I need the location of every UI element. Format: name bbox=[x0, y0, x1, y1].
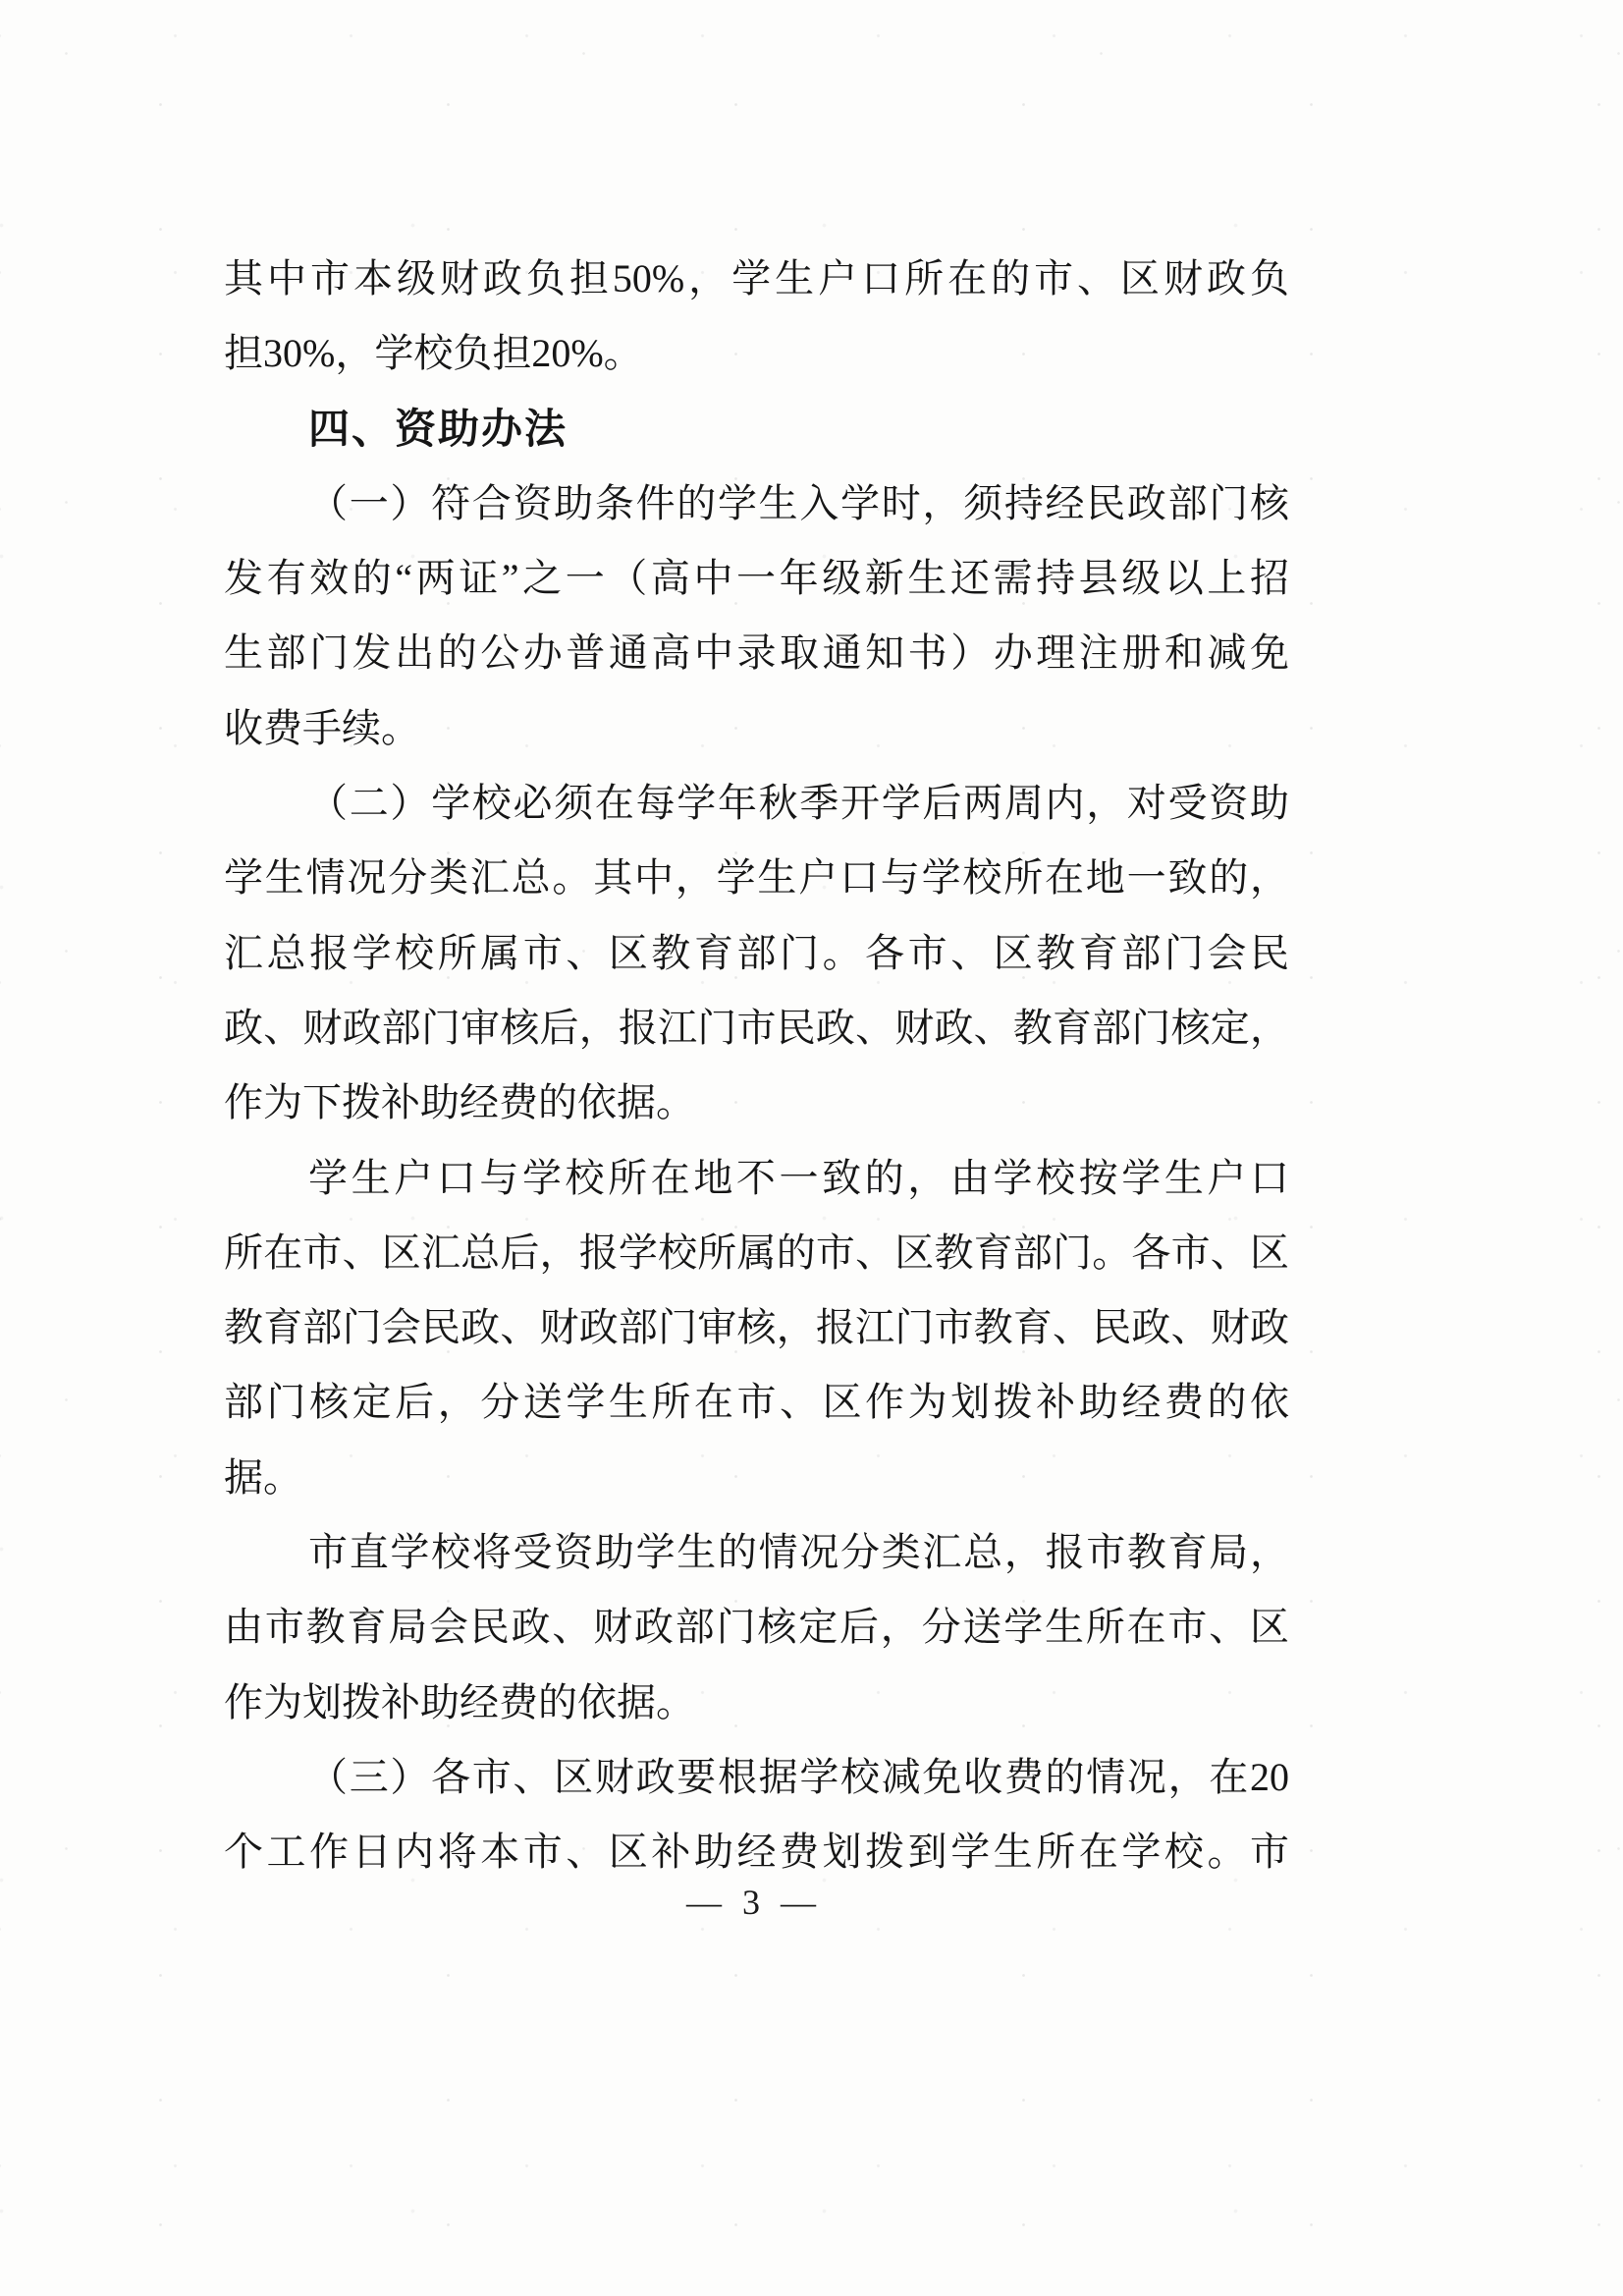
document-line: 部门核定后，分送学生所在市、区作为划拨补助经费的依 bbox=[224, 1380, 1289, 1425]
document-line: 生部门发出的公办普通高中录取通知书）办理注册和减免 bbox=[224, 630, 1289, 676]
document-line: 政、财政部门审核后，报江门市民政、财政、教育部门核定， bbox=[224, 1005, 1289, 1050]
section-heading: 四、资助办法 bbox=[308, 405, 568, 452]
document-line: （三）各市、区财政要根据学校减免收费的情况，在20 bbox=[308, 1754, 1289, 1799]
document-body bbox=[224, 242, 1289, 1890]
document-line: 市直学校将受资助学生的情况分类汇总，报市教育局， bbox=[308, 1530, 1289, 1575]
document-line: 由市教育局会民政、财政部门核定后，分送学生所在市、区 bbox=[224, 1605, 1289, 1650]
document-line: 担30%，学校负担20%。 bbox=[224, 331, 643, 376]
document-line: 学生户口与学校所在地不一致的，由学校按学生户口 bbox=[308, 1155, 1289, 1200]
document-line: 发有效的“两证”之一（高中一年级新生还需持县级以上招 bbox=[224, 556, 1289, 601]
document-line: 所在市、区汇总后，报学校所属的市、区教育部门。各市、区 bbox=[224, 1230, 1289, 1275]
document-line: （二）学校必须在每学年秋季开学后两周内，对受资助 bbox=[308, 781, 1289, 826]
document-line: 作为下拨补助经费的依据。 bbox=[224, 1080, 695, 1125]
document-line: 教育部门会民政、财政部门审核，报江门市教育、民政、财政 bbox=[224, 1305, 1289, 1350]
document-line: 汇总报学校所属市、区教育部门。各市、区教育部门会民 bbox=[224, 930, 1289, 975]
document-line: 据。 bbox=[224, 1454, 302, 1500]
page-number: — 3 — bbox=[686, 1883, 822, 1922]
document-line: 作为划拨补助经费的依据。 bbox=[224, 1679, 695, 1724]
document-line: （一）符合资助条件的学生入学时，须持经民政部门核 bbox=[308, 480, 1289, 525]
document-line: 其中市本级财政负担50%，学生户口所在的市、区财政负 bbox=[224, 256, 1289, 301]
document-line: 学生情况分类汇总。其中，学生户口与学校所在地一致的， bbox=[224, 855, 1289, 901]
document-line: 个工作日内将本市、区补助经费划拨到学生所在学校。市 bbox=[224, 1830, 1289, 1875]
document-line: 收费手续。 bbox=[224, 705, 420, 750]
